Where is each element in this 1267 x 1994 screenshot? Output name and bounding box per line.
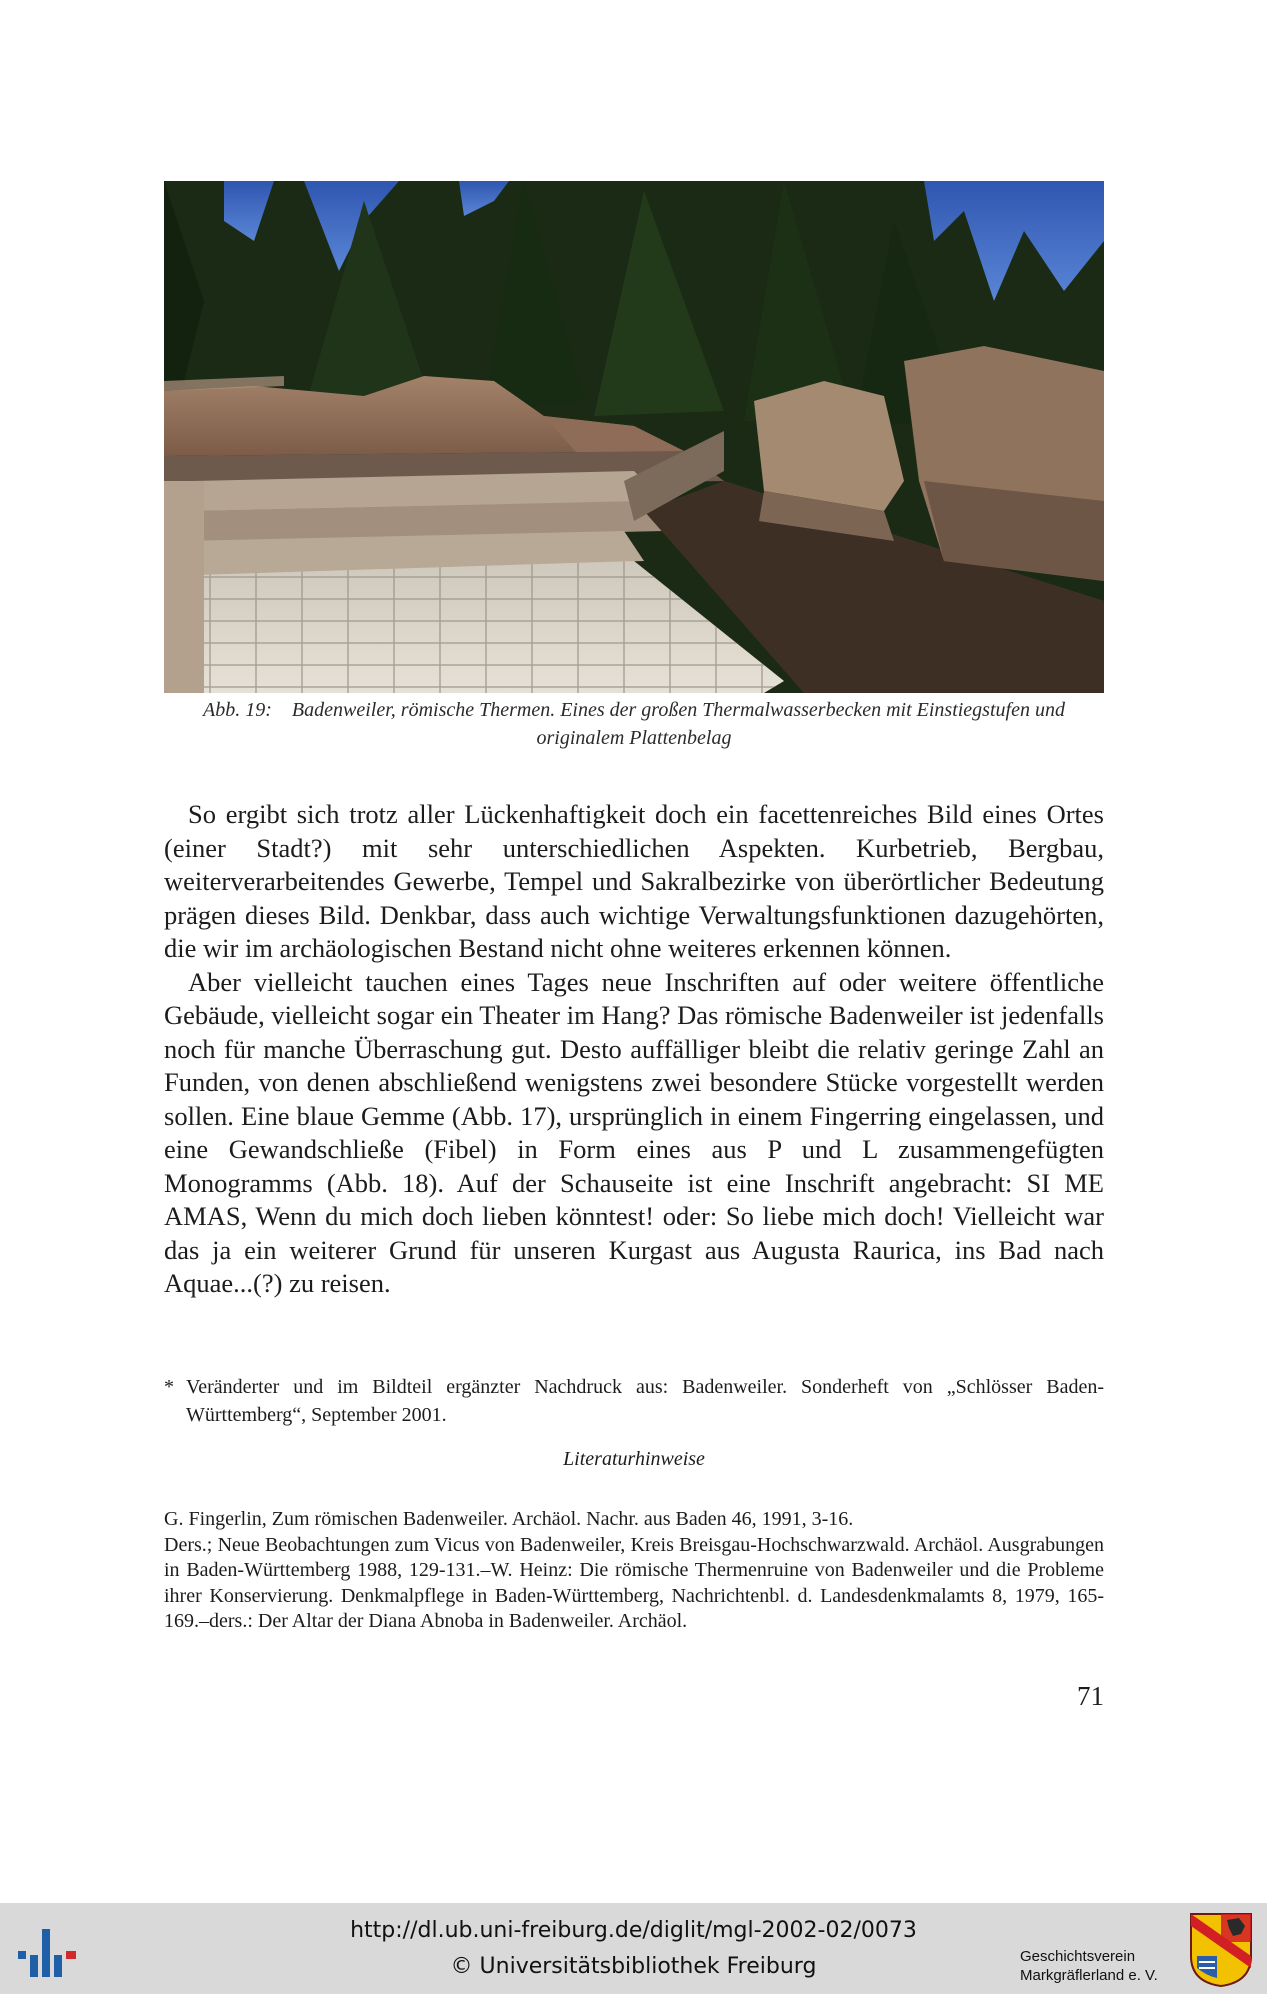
footnote-marker: * [164,1376,174,1398]
body-paragraph: Aber vielleicht tauchen eines Tages neue Inschriften auf oder weitere öffentliche Gebäude, vielleicht sogar ein Theater im Hang? Das römische Badenweiler ist jedenfalls noch für manche Überraschung gut. Desto auffälliger bleibt die relativ geringe Zahl an Funden, von denen abschließend wenigstens zwei besondere Stücke vorgestellt werden sollen. Eine blaue Gemme (Abb. 17), ursprünglich in einem Fingerring eingelassen, und eine Gewandschließe (Fibel) in Form eines aus P und L zusammengefügten Monogramms (Abb. 18). Auf der Schauseite ist eine Inschrift angebracht: SI ME AMAS, Wenn du mich doch lieben könntest! oder: So liebe mich doch! Vielleicht war das ja ein weiterer Grund für unseren Kurgast aus Augusta Raurica, ins Bad nach Aquae...(?) zu reisen. [164,966,1104,1298]
body-text [164,798,1104,1301]
literature-entry: Ders.; Neue Beobachtungen zum Vicus von Badenweiler, Kreis Breisgau-Hochschwarzwald. Archäol. Ausgrabungen in Baden-Württemberg 1988, 129-131.–W. Heinz: Die römische Thermenruine von Badenweiler und die Probleme ihrer Konservierung. Denkmalpflege in Baden-Württemberg, Nachrichtenbl. d. Landesdenkmalamts 8, 1979, 165-169.–ders.: Der Altar der Diana Abnoba in Badenweiler. Archäol. [164,1533,1104,1632]
footer-org-line: Geschichtsverein [1020,1948,1136,1965]
literature-entry: G. Fingerlin, Zum römischen Badenweiler. Archäol. Nachr. aus Baden 46, 1991, 3-16. [164,1508,854,1530]
coat-of-arms-icon [1189,1912,1253,1988]
page-number: 71 [1077,1681,1104,1711]
footer-org-line: Markgräflerland e. V. [1020,1967,1158,1984]
roman-baths-photo [164,181,1104,693]
figure-label: Abb. 19: [203,699,272,721]
figure-photo [164,181,1104,693]
literature-list [164,1507,1104,1635]
literature-heading: Literaturhinweise [563,1448,705,1470]
footer-url-link[interactable]: http://dl.ub.uni-freiburg.de/diglit/mgl-2002-02/0073 [350,1918,917,1943]
body-paragraph: So ergibt sich trotz aller Lückenhaftigkeit doch ein facettenreiches Bild eines Ortes (einer Stadt?) mit sehr unterschiedlichen Aspekten. Kurbetrieb, Bergbau, weiterverarbeitendes Gewerbe, Tempel und Sakralbezirke von überörtlicher Bedeutung prägen dieses Bild. Denkbar, dass auch wichtige Verwaltungsfunktionen dazugehörten, die wir im archäologischen Bestand nicht ohne weiteres erkennen können. [164,799,1104,963]
figure-caption [164,696,1104,752]
footnote [164,1373,1104,1429]
footer-copyright: © Universitätsbibliothek Freiburg [450,1954,817,1979]
footer-bar [0,1903,1267,1994]
footer-organization [1020,1947,1180,1985]
figure-caption-text: Badenweiler, römische Thermen. Eines der großen Thermalwasserbecken mit Einstiegstufen und originalem Plattenbelag [291,699,1065,749]
footnote-text: Veränderter und im Bildteil ergänzter Nachdruck aus: Badenweiler. Sonderheft von „Schlösser Baden-Württemberg“, September 2001. [186,1376,1104,1426]
